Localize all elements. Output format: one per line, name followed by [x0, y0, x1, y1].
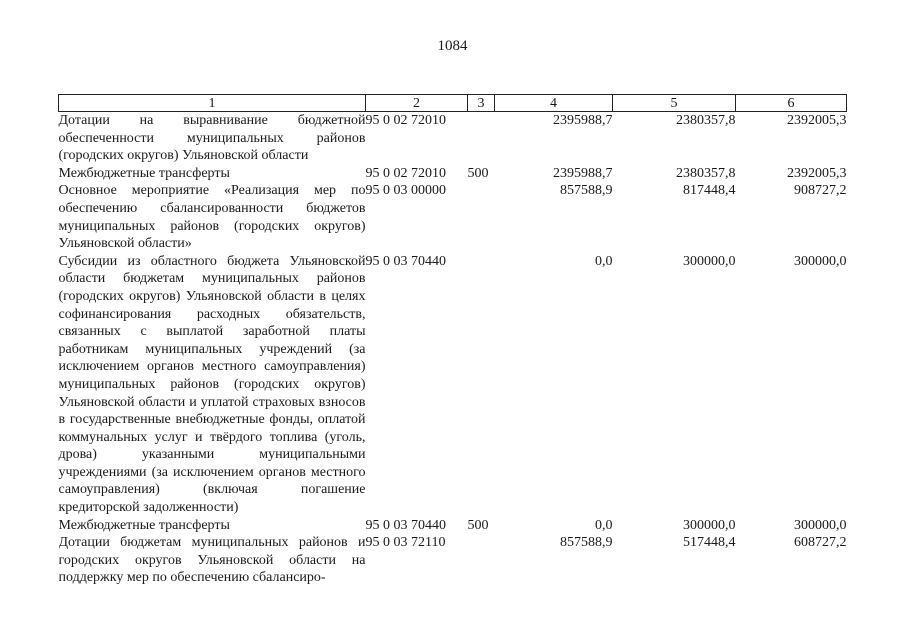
row-name: Субсидии из областного бюджета Ульяновской области бюджетам муниципальных районов (городских округов) Ульяновской области в целях софинансирования расходных обязательств, связанных с выплатой заработной платы работникам муниципальных учреждений (за исключением органов местного самоуправления) муниципальных районов (городских округов) Ульяновской области и уплатой страховых взносов в государственные внебюджетные фонды, оплатой коммунальных услуг и твёрдого топлива (уголь, дрова) указанными муниципальными учреждениями (за исключением органов местного самоуправления) (включая погашение кредиторской задолженности): [58, 253, 366, 516]
row-expense-type: [468, 182, 495, 252]
row-expense-type: [468, 112, 495, 165]
table-header-row: [59, 95, 847, 112]
row-value-col5: 2380357,8: [676, 165, 736, 181]
table-row: [59, 253, 847, 517]
row-value-col4: 0,0: [595, 517, 613, 533]
row-expense-type: 500: [467, 165, 489, 181]
row-value-col6: 300000,0: [794, 253, 847, 269]
row-code: 95 0 03 70440: [365, 253, 446, 269]
column-header-5: 5: [613, 95, 736, 112]
table-row: [59, 165, 847, 183]
row-expense-type: 500: [467, 517, 489, 533]
row-name: Дотации на выравнивание бюджетной обеспеченности муниципальных районов (городских округов) Ульяновской области: [58, 113, 366, 164]
table-row: [59, 517, 847, 535]
row-value-col6: 2392005,3: [787, 165, 847, 181]
column-header-2: 2: [366, 95, 468, 112]
column-header-6: 6: [736, 95, 847, 112]
row-code: 95 0 03 72110: [365, 535, 446, 551]
page-number: 1084: [437, 38, 468, 54]
row-name: Межбюджетные трансферты: [58, 517, 230, 533]
row-value-col4: 857588,9: [560, 183, 613, 199]
row-value-col4: 2395988,7: [553, 113, 613, 128]
row-value-col4: 857588,9: [560, 535, 613, 551]
row-value-col5: 300000,0: [683, 517, 736, 533]
row-value-col5: 817448,4: [683, 183, 736, 199]
column-header-4: 4: [495, 95, 613, 112]
row-expense-type: [468, 534, 495, 586]
row-code: 95 0 02 72010: [365, 113, 446, 128]
table-row: [59, 182, 847, 252]
row-name-text: Дотации бюджетам муниципальных районов и городских округов Ульяновской области на поддержку мер по обеспечению сбалансиро-: [58, 535, 366, 586]
row-name: Межбюджетные трансферты: [58, 165, 230, 181]
row-code: 95 0 02 72010: [365, 165, 446, 181]
row-value-col5: 2380357,8: [676, 113, 736, 128]
column-header-3: 3: [468, 95, 495, 112]
row-value-col6: 608727,2: [794, 535, 847, 551]
table-row: [59, 112, 847, 165]
row-value-col4: 0,0: [595, 253, 613, 269]
row-name: Основное мероприятие «Реализация мер по обеспечению сбалансированности бюджетов муниципальных районов (городских округов) Ульяновской области»: [58, 183, 366, 252]
row-value-col6: 908727,2: [794, 183, 847, 199]
row-value-col6: 2392005,3: [787, 113, 847, 128]
row-value-col4: 2395988,7: [553, 165, 613, 181]
row-value-col5: 300000,0: [683, 253, 736, 269]
table-row: [59, 534, 847, 586]
row-name: [59, 534, 366, 586]
row-value-col5: 517448,4: [683, 535, 736, 551]
row-value-col6: 300000,0: [794, 517, 847, 533]
row-expense-type: [468, 253, 495, 517]
budget-table: [58, 94, 847, 586]
column-header-1: 1: [59, 95, 366, 112]
row-code: 95 0 03 70440: [365, 517, 446, 533]
row-code: 95 0 03 00000: [365, 183, 446, 199]
